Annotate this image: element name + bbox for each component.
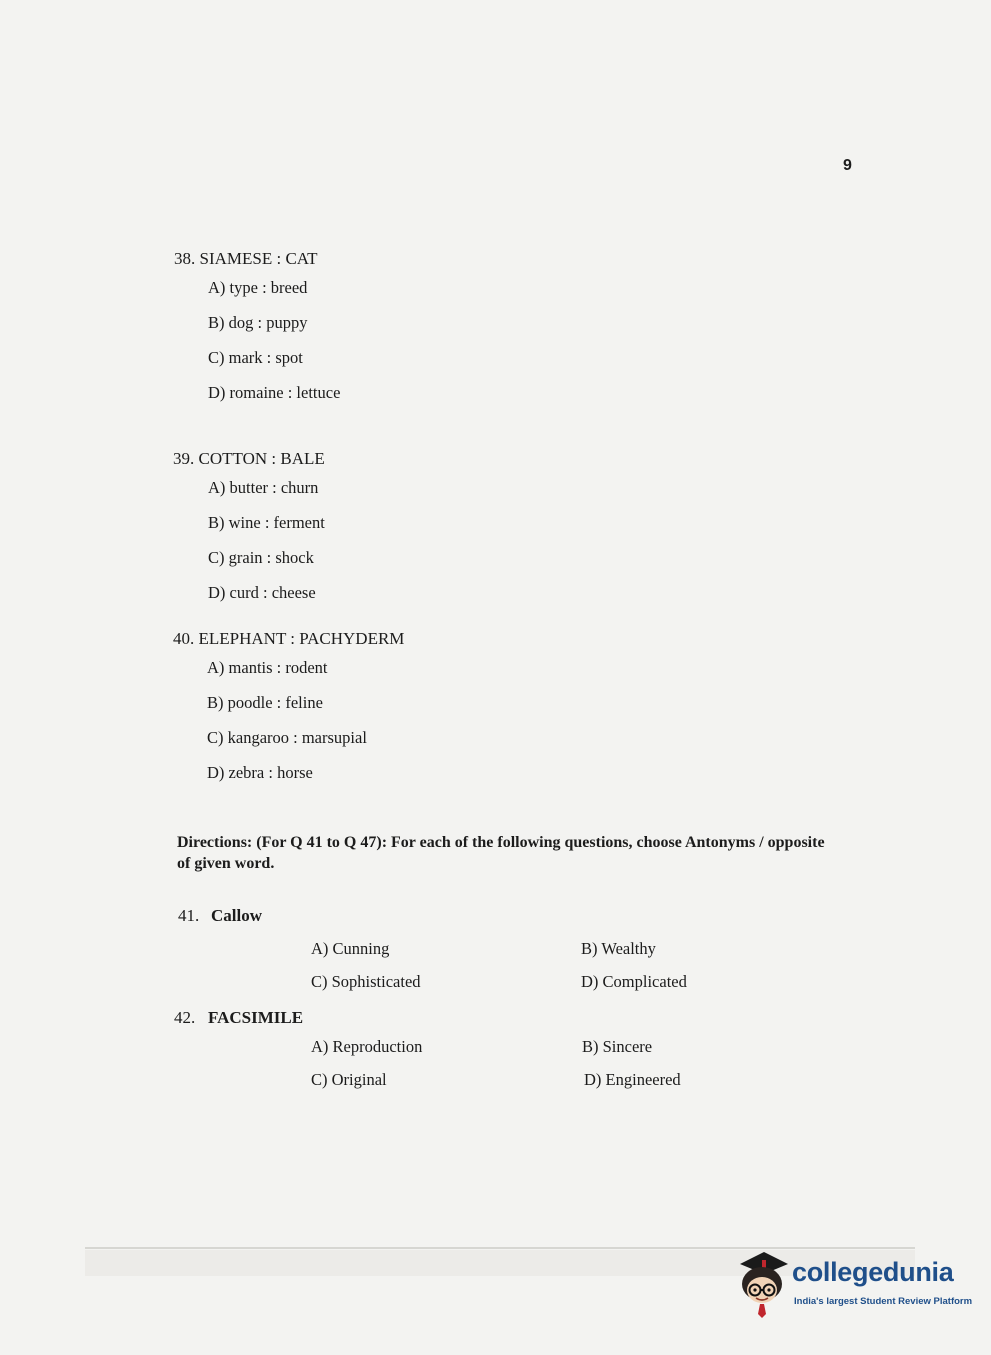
q39-option-c: C) grain : shock (208, 548, 314, 567)
q41-option-d: D) Complicated (581, 972, 687, 991)
q42-option-a: A) Reproduction (311, 1037, 423, 1056)
q41-option-b: B) Wealthy (581, 939, 656, 958)
question-41-number: 41. (178, 906, 200, 925)
q42-option-c: C) Original (311, 1070, 387, 1089)
directions-text: Directions: (For Q 41 to Q 47): For each of the following questions, choose Antonyms / opposite of given word. (177, 834, 825, 872)
q42-option-b: B) Sincere (582, 1037, 653, 1056)
q39-option-a: A) butter : churn (208, 478, 319, 497)
question-42-number: 42. (174, 1008, 196, 1027)
question-40: 40. ELEPHANT : PACHYDERM (173, 629, 405, 648)
q42-option-d: D) Engineered (584, 1070, 681, 1089)
q40-option-d: D) zebra : horse (207, 763, 313, 782)
q38-option-c: C) mark : spot (208, 348, 303, 367)
question-41-word (211, 906, 262, 926)
logo-wordmark: collegedunia (792, 1257, 954, 1287)
q39-option-d: D) curd : cheese (208, 583, 316, 602)
q42-word-text: FACSIMILE (208, 1008, 304, 1027)
q38-option-d: D) romaine : lettuce (208, 383, 341, 402)
footer-rule (85, 1247, 915, 1249)
q39-option-b: B) wine : ferment (208, 513, 325, 532)
q41-word-text: Callow (211, 906, 262, 925)
q40-option-b: B) poodle : feline (207, 693, 323, 712)
q41-option-c: C) Sophisticated (311, 972, 421, 991)
logo-tagline: India's largest Student Review Platform (794, 1296, 973, 1307)
q40-option-c: C) kangaroo : marsupial (207, 728, 367, 747)
q38-option-a: A) type : breed (208, 278, 308, 297)
question-42-word (208, 1008, 303, 1028)
question-39: 39. COTTON : BALE (173, 449, 325, 468)
page-number: 9 (843, 157, 852, 174)
q38-option-b: B) dog : puppy (208, 313, 308, 332)
q40-option-a: A) mantis : rodent (207, 658, 328, 677)
q41-option-a: A) Cunning (311, 939, 390, 958)
question-38: 38. SIAMESE : CAT (174, 249, 318, 268)
